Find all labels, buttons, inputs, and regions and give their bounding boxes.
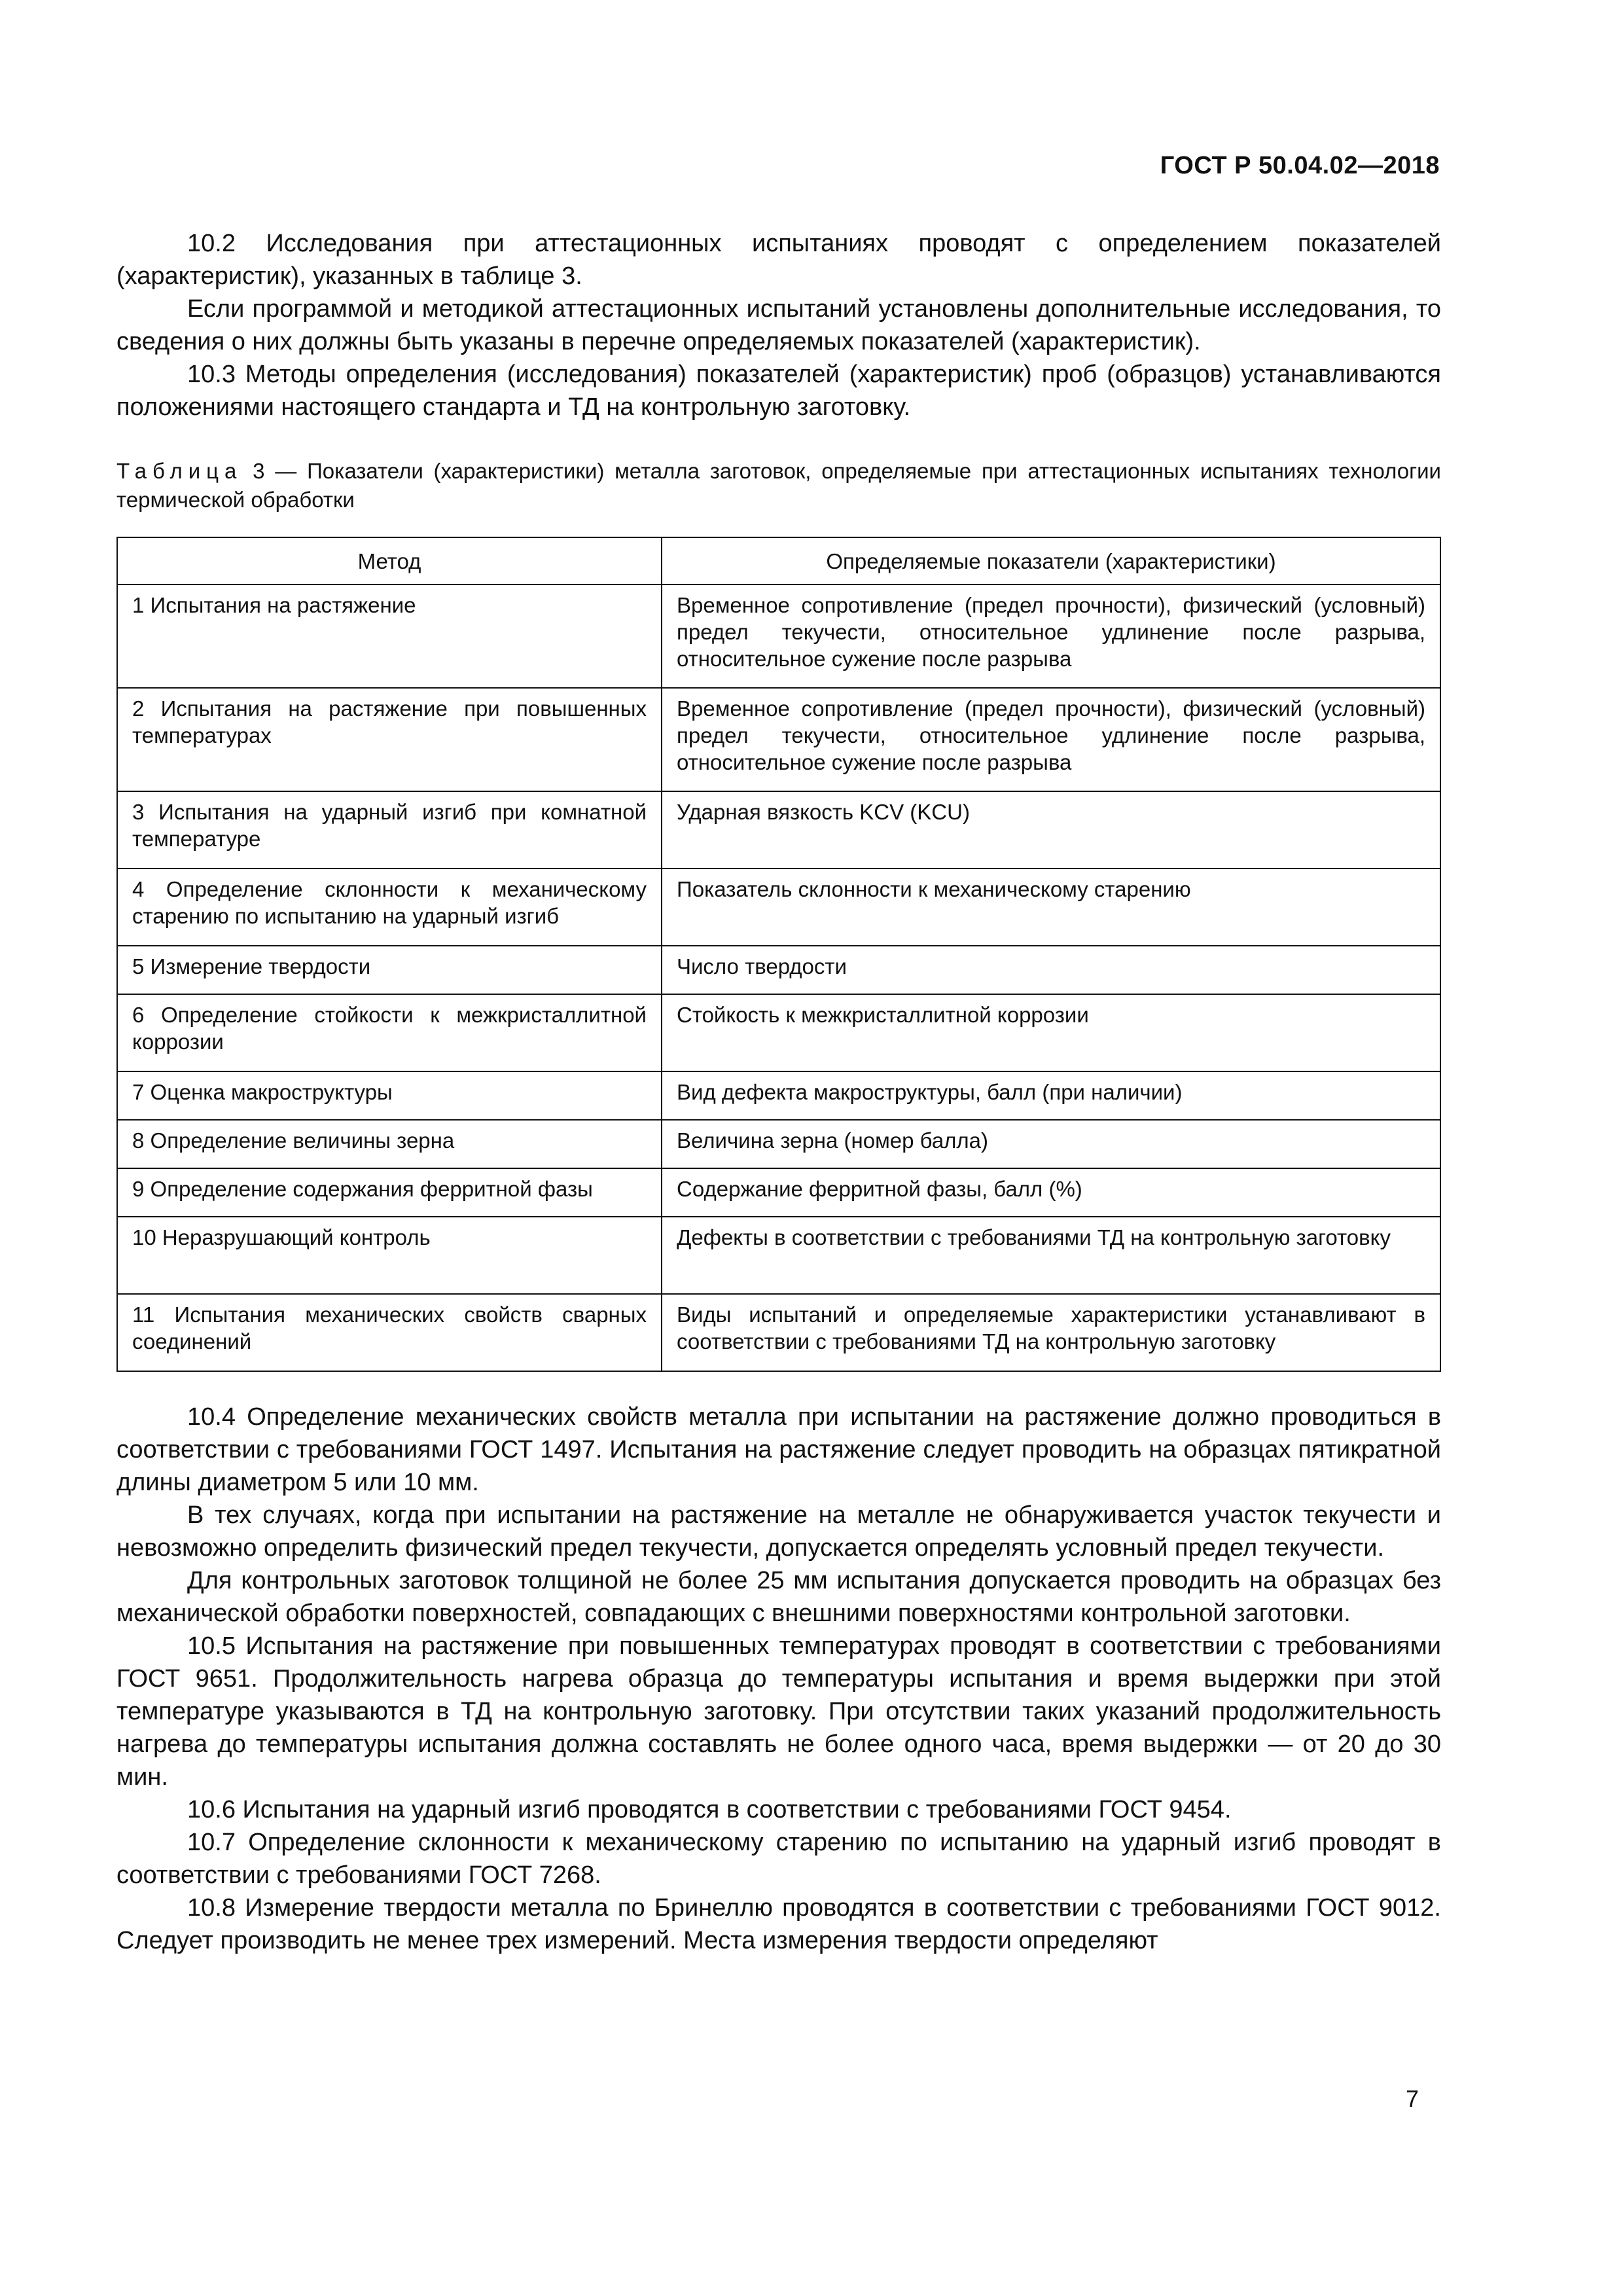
indicator-cell: Стойкость к межкристаллитной коррозии [662, 994, 1440, 1071]
table-row [117, 1120, 1440, 1168]
paragraph-10-6: 10.6 Испытания на ударный изгиб проводятся в соответствии с требованиями ГОСТ 9454. [187, 1796, 1232, 1823]
method-cell: 2 Испытания на растяжение при повышенных температурах [117, 688, 662, 791]
indicator-cell: Показатель склонности к механическому старению [662, 869, 1440, 946]
indicators-table [116, 537, 1441, 1372]
method-cell: 8 Определение величины зерна [117, 1120, 662, 1168]
paragraph-10-3: 10.3 Методы определения (исследования) показателей (характеристик) проб (образцов) устанавливаются положениями настоящего стандарта и ТД на контрольную заготовку. [116, 361, 1441, 421]
table-row [117, 791, 1440, 869]
indicator-cell: Число твердости [662, 946, 1440, 994]
paragraph-10-2: 10.2 Исследования при аттестационных испытаниях проводят с определением показателей (характеристик), указанных в таблице 3. [116, 230, 1441, 290]
table-row [117, 1294, 1440, 1371]
table-row [117, 994, 1440, 1071]
paragraph-10-4: 10.4 Определение механических свойств металла при испытании на растяжение должно проводиться в соответствии с требованиями ГОСТ 1497. Испытания на растяжение следует проводить на образцах пятикратной длины диаметром 5 или 10 мм. [116, 1403, 1441, 1496]
table-row [117, 869, 1440, 946]
paragraph-10-5: 10.5 Испытания на растяжение при повышенных температурах проводят в соответствии с требованиями ГОСТ 9651. Продолжительность нагрева образца до температуры испытания и время выдержки при этой температуре указываются в ТД на контрольную заготовку. При отсутствии таких указаний продолжительность нагрева до температуры испытания должна составлять не более одного часа, время выдержки — от 20 до 30 мин. [116, 1632, 1441, 1791]
method-cell: 3 Испытания на ударный изгиб при комнатной температуре [117, 791, 662, 869]
indicator-cell: Виды испытаний и определяемые характеристики устанавливают в соответствии с требованиями ТД на контрольную заготовку [662, 1294, 1440, 1371]
page-number: 7 [1406, 2085, 1419, 2112]
method-cell: 7 Оценка макроструктуры [117, 1071, 662, 1120]
method-cell: 5 Измерение твердости [117, 946, 662, 994]
method-cell: 10 Неразрушающий контроль [117, 1217, 662, 1294]
table-row [117, 946, 1440, 994]
method-cell: 9 Определение содержания ферритной фазы [117, 1168, 662, 1217]
method-cell: 11 Испытания механических свойств сварных соединений [117, 1294, 662, 1371]
paragraph-10-7: 10.7 Определение склонности к механическому старению по испытанию на ударный изгиб проводят в соответствии с требованиями ГОСТ 7268. [116, 1829, 1441, 1889]
table-row [117, 1071, 1440, 1120]
table-row [117, 584, 1440, 688]
main-section [116, 1401, 1441, 1957]
document-code-header: ГОСТ Р 50.04.02—2018 [1160, 152, 1440, 179]
intro-section [116, 227, 1441, 423]
table-row [117, 688, 1440, 791]
table-caption-text: 3 — Показатели (характеристики) металла заготовок, определяемые при аттестационных испытаниях технологии термической обработки [116, 459, 1441, 512]
method-cell: 4 Определение склонности к механическому старению по испытанию на ударный изгиб [117, 869, 662, 946]
header-method: Метод [117, 537, 662, 584]
indicator-cell: Ударная вязкость KCV (KCU) [662, 791, 1440, 869]
method-cell: 6 Определение стойкости к межкристаллитной коррозии [117, 994, 662, 1071]
table-row [117, 1168, 1440, 1217]
table-caption-label: Таблица [116, 459, 243, 483]
table-caption [116, 457, 1441, 514]
paragraph-additional-research: Если программой и методикой аттестационных испытаний установлены дополнительные исследования, то сведения о них должны быть указаны в перечне определяемых показателей (характеристик). [116, 295, 1441, 355]
indicator-cell: Величина зерна (номер балла) [662, 1120, 1440, 1168]
paragraph-thin-blanks: Для контрольных заготовок толщиной не более 25 мм испытания допускается проводить на образцах без механической обработки поверхностей, совпадающих с внешними поверхностями контрольной заготовки. [116, 1567, 1441, 1627]
method-cell: 1 Испытания на растяжение [117, 584, 662, 688]
indicator-cell: Временное сопротивление (предел прочности), физический (условный) предел текучести, относительное удлинение после разрыва, относительное сужение после разрыва [662, 584, 1440, 688]
table-header-row [117, 537, 1440, 584]
indicator-cell: Содержание ферритной фазы, балл (%) [662, 1168, 1440, 1217]
header-indicators: Определяемые показатели (характеристики) [662, 537, 1440, 584]
indicator-cell: Дефекты в соответствии с требованиями ТД на контрольную заготовку [662, 1217, 1440, 1294]
indicator-cell: Временное сопротивление (предел прочности), физический (условный) предел текучести, относительное удлинение после разрыва, относительное сужение после разрыва [662, 688, 1440, 791]
paragraph-10-8: 10.8 Измерение твердости металла по Бринеллю проводятся в соответствии с требованиями ГОСТ 9012. Следует производить не менее трех измерений. Места измерения твердости определяют [116, 1894, 1441, 1954]
table-row [117, 1217, 1440, 1294]
paragraph-yield-point: В тех случаях, когда при испытании на растяжение на металле не обнаруживается участок текучести и невозможно определить физический предел текучести, допускается определять условный предел текучести. [116, 1501, 1441, 1562]
indicator-cell: Вид дефекта макроструктуры, балл (при наличии) [662, 1071, 1440, 1120]
